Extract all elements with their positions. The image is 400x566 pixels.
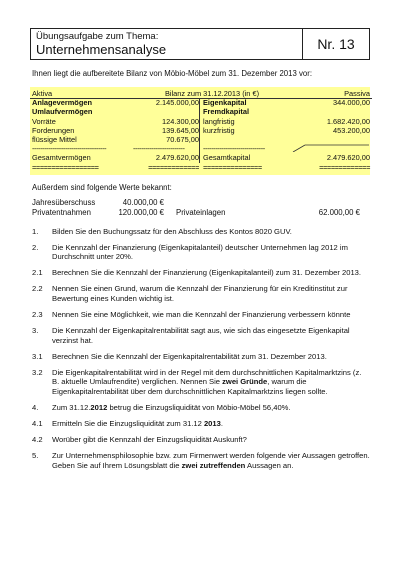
question-number: 5. — [32, 451, 39, 461]
question-text-part: Zur Unternehmensphilosophie bzw. zum Firmenwert werden folgende vier Aussagen getroffen. Geben Sie auf Ihrem Lösungsblatt die — [52, 451, 370, 470]
balance-rows — [30, 98, 370, 144]
closing-diagonal-line — [291, 142, 372, 152]
value-label: Privatentnahmen — [32, 207, 91, 217]
question-text — [52, 284, 370, 303]
balance-dash-row — [30, 144, 370, 153]
total-p-label: Gesamtkapital — [203, 153, 251, 163]
aktiva-item-label: flüssige Mittel — [32, 134, 77, 144]
value-amount: 120.000,00 € — [118, 207, 164, 217]
header-box — [30, 28, 370, 60]
value-row — [32, 198, 370, 208]
header-title-block — [31, 29, 303, 59]
question-text-part: betrug die Einzugsliquidität von Möbio-Möbel 56,40%. — [107, 402, 291, 412]
dash-a-value: ------------------------- — [133, 144, 185, 154]
value-label-2: Privateinlagen — [176, 207, 226, 217]
question-text-part: 2012 — [90, 402, 108, 412]
dash-p-label: ------------------------------ — [203, 144, 265, 154]
passiva-item-label: langfristig — [203, 116, 235, 126]
question-number: 1. — [32, 226, 39, 236]
known-values — [30, 198, 370, 218]
question-item — [30, 268, 370, 278]
header-title: Unternehmensanalyse — [36, 42, 167, 57]
question-number: 3. — [32, 326, 39, 336]
balance-row — [30, 117, 370, 126]
aktiva-item-label: Anlagevermögen — [32, 98, 92, 108]
balance-sheet — [30, 87, 370, 175]
total-a-label: Gesamtvermögen — [32, 153, 91, 163]
question-item — [30, 368, 370, 397]
aktiva-item-label: Umlaufvermögen — [32, 107, 93, 117]
question-text-part: 2013 — [203, 419, 221, 429]
question-item — [30, 352, 370, 362]
question-text-part: Worüber gibt die Kennzahl der Einzugsliquidität Auskunft? — [52, 435, 247, 445]
question-number: 3.1 — [32, 351, 43, 361]
question-text-part: . — [220, 419, 223, 429]
question-number: 4. — [32, 402, 39, 412]
aktiva-item-value: 124.300,00 — [162, 116, 199, 126]
question-text-part: zwei zutreffenden — [181, 460, 246, 470]
question-text-part: Die Kennzahl der Finanzierung (Eigenkapitalanteil) deutscher Unternehmen lag 2012 im Durchschnitt unter 20%. — [52, 242, 348, 262]
question-text-part: Nennen Sie eine Möglichkeit, wie man die Kennzahl der Finanzierung verbessern könnte — [52, 310, 351, 320]
balance-row — [30, 98, 370, 107]
eq-a-value: ============= — [148, 162, 199, 172]
aktiva-item-value: 139.645,00 — [162, 125, 199, 135]
aktiva-item-label: Vorräte — [32, 116, 56, 126]
passiva-item-label: kurzfristig — [203, 125, 235, 135]
balance-row — [30, 107, 370, 116]
question-text — [52, 435, 370, 445]
passiva-item-label: Fremdkapital — [203, 107, 250, 117]
question-number: 4.2 — [32, 435, 43, 445]
total-p-value: 2.479.620,00 — [326, 153, 370, 163]
dash-a-label: ------------------------------------ — [32, 144, 107, 154]
passiva-item-label: Eigenkapital — [203, 98, 247, 108]
value-amount-2: 62.000,00 € — [318, 207, 360, 217]
aktiva-item-value: 2.145.000,00 — [155, 98, 199, 108]
question-number: 2.2 — [32, 284, 43, 294]
balance-total-row — [30, 153, 370, 162]
balance-title: Bilanz zum 31.12.2013 (in €) — [133, 89, 291, 99]
value-amount-2 — [246, 198, 360, 208]
question-text-part: Die Eigenkapitalrentabilität wird in der Regel mit dem durchschnittlichen Kapitalmarktzins (z. B. aktuelle Umlaufrendite) verglichen. Nennen Sie — [52, 367, 362, 387]
question-item — [30, 227, 370, 237]
question-item — [30, 419, 370, 429]
question-item — [30, 403, 370, 413]
total-a-value: 2.479.620,00 — [155, 153, 199, 163]
aktiva-label: Aktiva — [30, 89, 133, 99]
aktiva-item-label: Forderungen — [32, 125, 75, 135]
question-text — [52, 243, 370, 262]
header-subtitle: Übungsaufgabe zum Thema: — [36, 31, 159, 42]
exercise-number: Nr. 13 — [317, 36, 355, 52]
values-title: Außerdem sind folgende Werte bekannt: — [32, 182, 172, 192]
question-number: 2.1 — [32, 268, 43, 278]
eq-p-label: =============== — [203, 162, 262, 172]
question-text-part: , warum die Eigenkapitalrentabilität über dem durchschnittlichen Kapitalmarktzins liegen sollte. — [52, 377, 328, 396]
question-text — [52, 419, 370, 429]
value-amount: 40.000,00 € — [122, 197, 164, 207]
passiva-label: Passiva — [291, 89, 372, 99]
question-text — [52, 403, 370, 413]
question-number: 2.3 — [32, 310, 43, 320]
aktiva-item-value — [133, 107, 199, 116]
question-text — [52, 352, 370, 362]
question-item — [30, 451, 370, 470]
question-text — [52, 326, 370, 345]
question-text — [52, 310, 370, 320]
question-text-part: Ermitteln Sie die Einzugsliquidität zum 31.12 — [52, 419, 204, 429]
question-item — [30, 326, 370, 345]
passiva-item-label — [203, 135, 291, 144]
intro-text: Ihnen liegt die aufbereitete Bilanz von Möbio-Möbel zum 31. Dezember 2013 vor: — [32, 69, 312, 78]
balance-row — [30, 126, 370, 135]
value-label-2 — [164, 198, 246, 208]
passiva-item-value: 1.682.420,00 — [326, 116, 370, 126]
question-text — [52, 268, 370, 278]
question-item — [30, 284, 370, 303]
question-text — [52, 451, 370, 470]
balance-equals-row — [30, 163, 370, 172]
dash-p-value — [291, 144, 372, 153]
question-list — [30, 227, 370, 471]
question-text-part: Nennen Sie einen Grund, warum die Kennzahl der Finanzierung für ein Kreditinstitut zur Bewertung eines Kunden wichtig ist. — [52, 284, 348, 303]
aktiva-item-value: 70.675,00 — [166, 134, 199, 144]
question-item — [30, 435, 370, 445]
question-item — [30, 243, 370, 262]
question-text — [52, 368, 370, 397]
question-text-part: zwei Gründe — [222, 377, 268, 387]
value-row — [32, 208, 370, 218]
question-text — [52, 227, 370, 237]
question-text-part: Aussagen an. — [245, 460, 294, 470]
question-text-part: Berechnen Sie die Kennzahl der Finanzierung (Eigenkapitalanteil) zum 31. Dezember 2013. — [52, 268, 361, 278]
balance-header-row — [30, 89, 370, 98]
question-number: 4.1 — [32, 419, 43, 429]
passiva-item-value — [291, 107, 372, 116]
question-text-part: Zum 31.12. — [52, 402, 91, 412]
passiva-item-value: 453.200,00 — [333, 125, 370, 135]
question-text-part: Bilden Sie den Buchungssatz für den Abschluss des Kontos 8020 GUV. — [52, 226, 292, 236]
question-number: 2. — [32, 242, 39, 252]
eq-a-label: ================= — [32, 162, 99, 172]
question-text-part: Berechnen Sie die Kennzahl der Eigenkapitalrentabilität zum 31. Dezember 2013. — [52, 351, 327, 361]
question-text-part: Die Kennzahl der Eigenkapitalrentabilität sagt aus, wie sich das eingesetzte Eigenkapital verzinst hat. — [52, 326, 350, 345]
question-item — [30, 310, 370, 320]
value-label: Jahresüberschuss — [32, 197, 96, 207]
question-number: 3.2 — [32, 367, 43, 377]
eq-p-value: ============= — [319, 162, 370, 172]
passiva-item-value: 344.000,00 — [333, 98, 370, 108]
